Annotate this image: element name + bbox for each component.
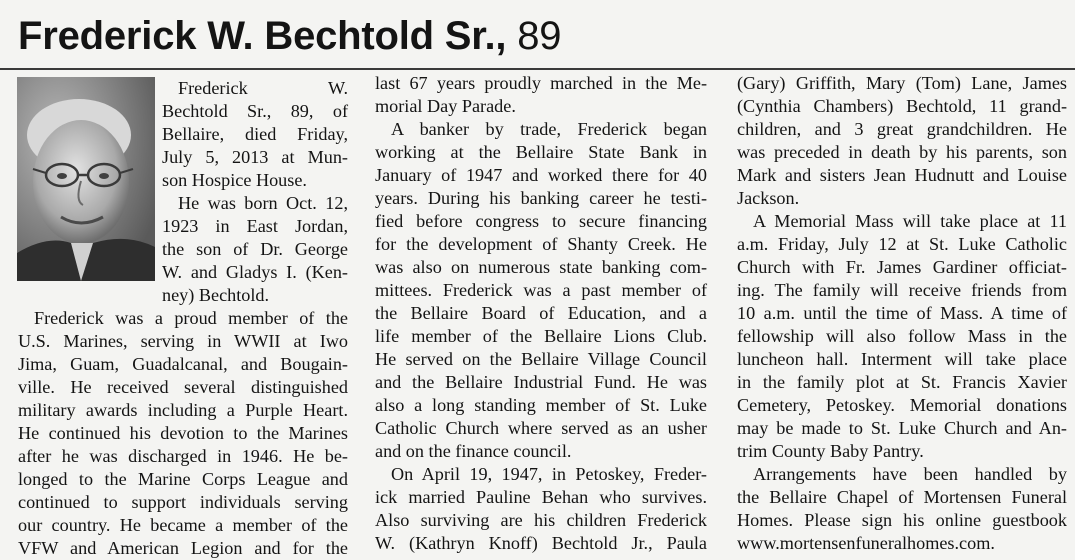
obituary-line: Frederick was a proud member of the (34, 308, 348, 328)
obituary-line: A Memorial Mass will take place at 11 (753, 211, 1067, 231)
obituary-line: Jima, Guam, Guadalcanal, and Bougain- (18, 354, 348, 374)
obituary-line: A banker by trade, Frederick began (391, 119, 707, 139)
obituary-line: continued to support individuals serving (18, 492, 348, 512)
obituary-line: life member of the Bellaire Lions Club. (375, 326, 707, 346)
obituary-line: January of 1947 and worked there for 40 (375, 165, 707, 185)
obituary-line: July 5, 2013 at Mun- (162, 147, 348, 167)
obituary-line: the Bellaire Board of Education, and a (375, 303, 707, 323)
obituary-line: ney) Bechtold. (162, 285, 270, 305)
obituary-line: ing. The family will receive friends from (737, 280, 1067, 300)
obituary-line: ville. He received several distinguished (18, 377, 348, 397)
obituary-line: Mark and sisters Jean Hudnutt and Louise (737, 165, 1067, 185)
obituary-line: a.m. Friday, July 12 at St. Luke Catholic (737, 234, 1067, 254)
obituary-line: Church with Fr. James Gardiner officiat- (737, 257, 1067, 277)
obituary-line: Frederick W. (178, 78, 348, 98)
obituary-line: He served on the Bellaire Village Council (375, 349, 707, 369)
obituary-line: fellowship will also follow Mass in the (737, 326, 1067, 346)
obituary-line: Cemetery, Petoskey. Memorial donations (737, 395, 1067, 415)
obituary-line: children, and 3 great grandchildren. He (737, 119, 1067, 139)
obituary-line: and the Bellaire Industrial Fund. He was (375, 372, 707, 392)
obituary-line: the Bellaire Chapel of Mortensen Funeral (737, 487, 1067, 507)
headline-rule (0, 68, 1075, 70)
obituary-line: luncheon hall. Interment will take place (737, 349, 1067, 369)
obituary-line: Catholic Church where served as an usher (375, 418, 707, 438)
portrait-photo (17, 77, 155, 281)
obituary-line: the son of Dr. George (162, 239, 348, 259)
obituary-line: Also surviving are his children Frederick (375, 510, 707, 530)
obituary-line: U.S. Marines, serving in WWII at Iwo (18, 331, 348, 351)
obituary-headline (18, 12, 561, 60)
obituary-line: for the development of Shanty Creek. He (375, 234, 707, 254)
obituary-line: On April 19, 1947, in Petoskey, Freder- (391, 464, 707, 484)
obituary-line: may be made to St. Luke Church and An- (737, 418, 1067, 438)
obituary-line: son Hospice House. (162, 170, 307, 190)
obituary-line: (Cynthia Chambers) Bechtold, 11 grand- (737, 96, 1067, 116)
obituary-line: He was born Oct. 12, (178, 193, 348, 213)
obituary-line: 1923 in East Jordan, (162, 216, 348, 236)
obituary-line: longed to the Marine Corps League and (18, 469, 348, 489)
obituary-line: Jackson. (737, 188, 800, 208)
obituary-line: Bechtold Sr., 89, of (162, 101, 348, 121)
obituary-line: our country. He became a member of the (18, 515, 348, 535)
obituary-line: Arrangements have been handled by (753, 464, 1067, 484)
obituary-line: He continued his devotion to the Marines (18, 423, 348, 443)
obituary-line: was preceded in death by his parents, son (737, 142, 1067, 162)
obituary-line: military awards including a Purple Heart. (18, 400, 348, 420)
obituary-line: fied before congress to secure financing (375, 211, 707, 231)
obituary-line: W. (Kathryn Knoff) Bechtold Jr., Paula (375, 533, 707, 553)
obituary-line: was also on numerous state banking com- (375, 257, 707, 277)
obituary-line: after he was discharged in 1946. He be- (18, 446, 348, 466)
obituary-line: in the family plot at St. Francis Xavier (737, 372, 1067, 392)
obituary-line: VFW and American Legion and for the (18, 538, 348, 558)
obituary-line: years. During his banking career he testi- (375, 188, 707, 208)
headline-name: Frederick W. Bechtold Sr., (18, 14, 507, 58)
obituary-line: Homes. Please sign his online guestbook (737, 510, 1067, 530)
obituary-line: W. and Gladys I. (Ken- (162, 262, 348, 282)
obituary-line: also a long standing member of St. Luke (375, 395, 707, 415)
obituary-line: ick married Pauline Behan who survives. (375, 487, 707, 507)
obituary-line: 10 a.m. until the time of Mass. A time of (737, 303, 1067, 323)
obituary-line: (Gary) Griffith, Mary (Tom) Lane, James (737, 73, 1067, 93)
obituary-line: trim County Baby Pantry. (737, 441, 924, 461)
obituary-line: last 67 years proudly marched in the Me- (375, 73, 707, 93)
obituary-line: mittees. Frederick was a past member of (375, 280, 707, 300)
obituary-line: and on the finance council. (375, 441, 572, 461)
headline-age: 89 (517, 14, 562, 58)
obituary-line: working at the Bellaire State Bank in (375, 142, 707, 162)
obituary-line: www.mortensenfuneralhomes.com. (737, 533, 995, 553)
obituary-line: morial Day Parade. (375, 96, 516, 116)
obituary-line: Bellaire, died Friday, (162, 124, 348, 144)
portrait-illustration (17, 77, 155, 281)
